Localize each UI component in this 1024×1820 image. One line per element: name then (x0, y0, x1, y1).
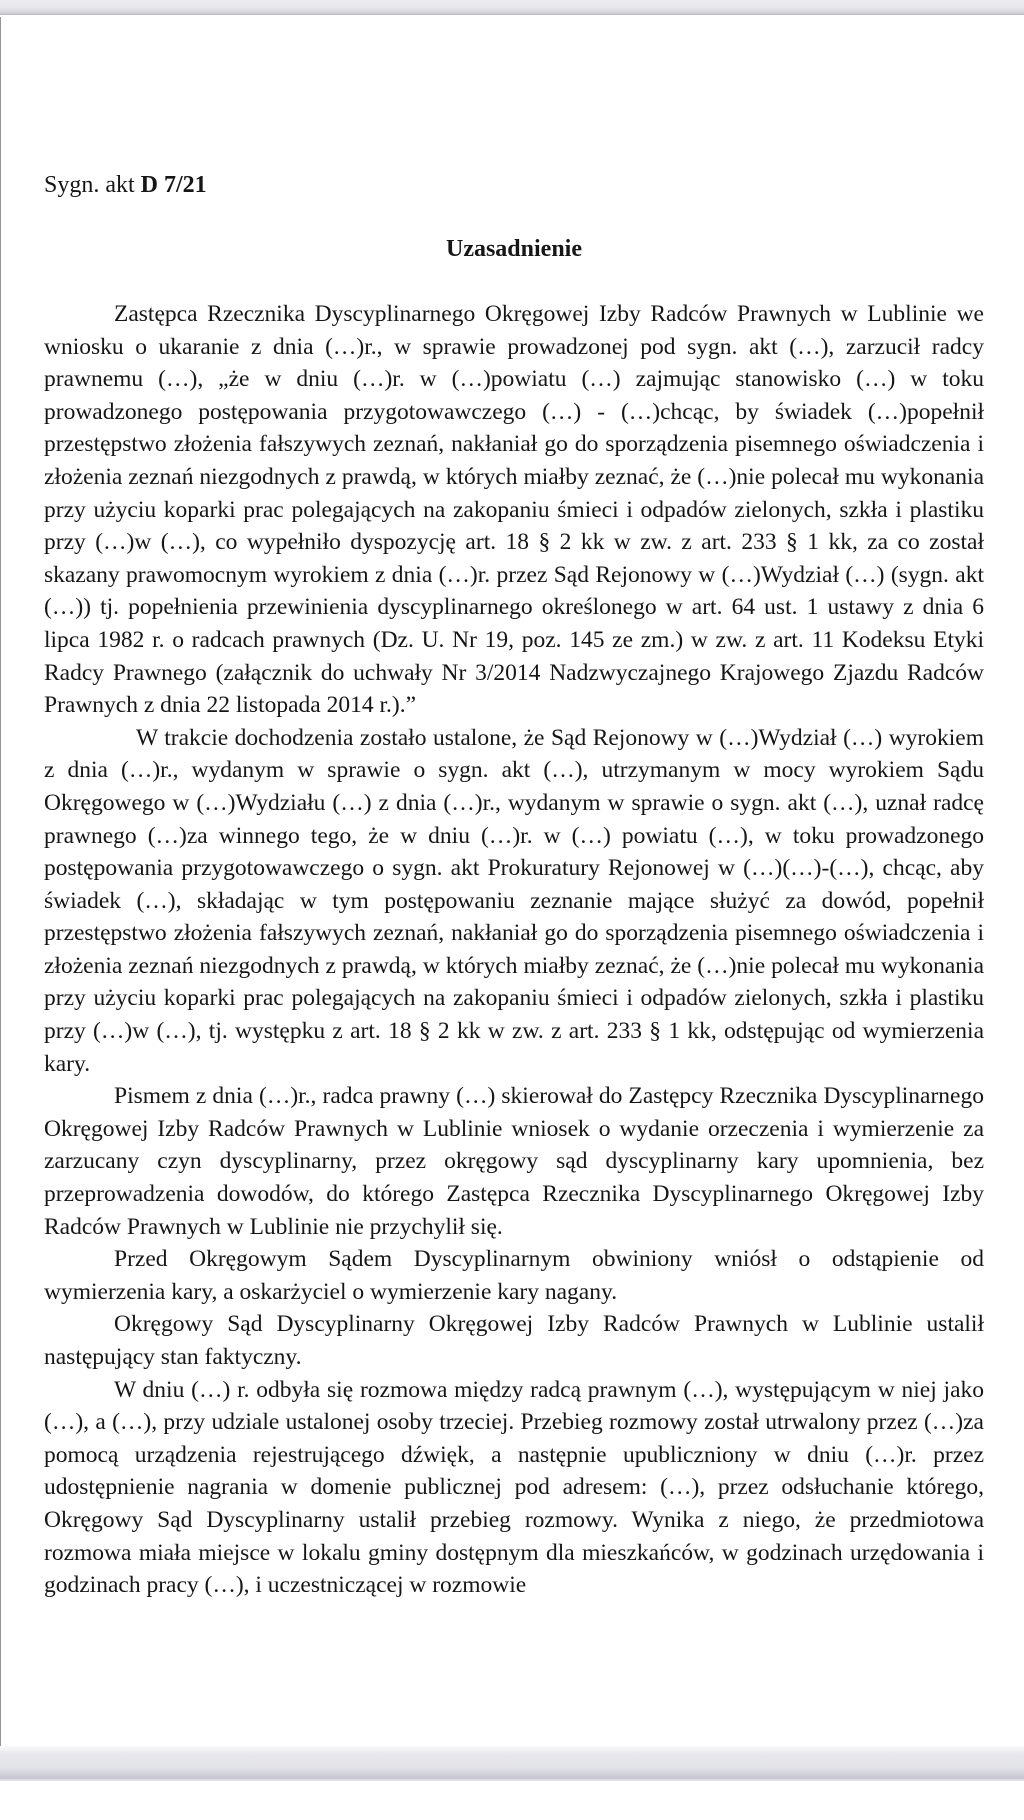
case-number-line (44, 170, 984, 200)
paragraph-5: Okręgowy Sąd Dyscyplinarny Okręgowej Izby Radców Prawnych w Lublinie ustalił następujący stan faktyczny. (44, 1311, 984, 1370)
page-left-edge-line (0, 17, 1, 1746)
paragraph-4: Przed Okręgowym Sądem Dyscyplinarnym obwiniony wniósł o odstąpienie od wymierzenia kary, a oskarżyciel o wymierzenie kary nagany. (44, 1246, 984, 1305)
page-break-band (0, 1746, 1024, 1781)
paragraph-1: Zastępca Rzecznika Dyscyplinarnego Okręgowej Izby Radców Prawnych w Lublinie we wniosku o ukaranie z dnia (…)r., w sprawie prowadzonej pod sygn. akt (…), zarzucił radcy prawnemu (…), „że w dniu (…)r. w (…)powiatu (…) zajmując stanowisko (…) w toku prowadzonego postępowania przygotowawczego (…) - (…)chcąc, by świadek (…)popełnił przestępstwo złożenia fałszywych zeznań, nakłaniał go do sporządzenia pisemnego oświadczenia i złożenia zeznań niezgodnych z prawdą, w których miałby zeznać, że (…)nie polecał mu wykonania przy użyciu koparki prac polegających na zakopaniu śmieci i odpadów zielonych, szkła i plastiku przy (…)w (…), co wypełniło dyspozycję art. 18 § 2 kk w zw. z art. 233 § 1 kk, za co został skazany prawomocnym wyrokiem z dnia (…)r. przez Sąd Rejonowy w (…)Wydział (…) (sygn. akt (…)) tj. popełnienia przewinienia dyscyplinarnego określonego w art. 64 ust. 1 ustawy z dnia 6 lipca 1982 r. o radcach prawnych (Dz. U. Nr 19, poz. 145 ze zm.) w zw. z art. 11 Kodeksu Etyki Radcy Prawnego (załącznik do uchwały Nr 3/2014 Nadzwyczajnego Krajowego Zjazdu Radców Prawnych z dnia 22 listopada 2014 r.).” (44, 301, 984, 719)
paragraph-6: W dniu (…) r. odbyła się rozmowa między radcą prawnym (…), występującym w niej jako (…), a (…), przy udziale ustalonej osoby trzeciej. Przebieg rozmowy został utrwalony przez (…)za pomocą urządzenia rejestrującego dźwięk, a następnie upubliczniony w dniu (…)r. przez udostępnienie nagrania w domenie publicznej pod adresem: (…), przez odsłuchanie którego, Okręgowy Sąd Dyscyplinarny ustalił przebieg rozmowy. Wynika z niego, że przedmiotowa rozmowa miała miejsce w lokalu gminy dostępnym dla mieszkańców, w godzinach urzędowania i godzinach pracy (…), i uczestniczącej w rozmowie (44, 1376, 984, 1599)
document-page (0, 15, 1024, 1746)
next-page-stub (0, 1781, 1024, 1820)
case-number: D 7/21 (140, 172, 207, 198)
page-gap-top (0, 0, 1024, 15)
document-body (44, 298, 984, 1602)
document-heading: Uzasadnienie (445, 236, 582, 262)
paragraph-2: W trakcie dochodzenia zostało ustalone, że Sąd Rejonowy w (…)Wydział (…) wyrokiem z dnia (…)r., wydanym w sprawie o sygn. akt (…), utrzymanym w mocy wyrokiem Sądu Okręgowego w (…)Wydziału (…) z dnia (…)r., wydanym w sprawie o sygn. akt (…), uznał radcę prawnego (…)za winnego tego, że w dniu (…)r. w (…) powiatu (…), w toku prowadzonego postępowania przygotowawczego o sygn. akt Prokuratury Rejonowej w (…)(…)-(…), chcąc, aby świadek (…), składając w tym postępowaniu zeznanie mające służyć za dowód, popełnił przestępstwo złożenia fałszywych zeznań, nakłaniał go do sporządzenia pisemnego oświadczenia i złożenia zeznań niezgodnych z prawdą, w których miałby zeznać, że (…)nie polecał mu wykonania przy użyciu koparki prac polegających na zakopaniu śmieci i odpadów zielonych, szkła i plastiku przy (…)w (…), tj. występku z art. 18 § 2 kk w zw. z art. 233 § 1 kk, odstępując od wymierzenia kary. (44, 724, 984, 1077)
case-number-label: Sygn. akt (44, 172, 135, 198)
paragraph-3: Pismem z dnia (…)r., radca prawny (…) skierował do Zastępcy Rzecznika Dyscyplinarnego Okręgowej Izby Radców Prawnych w Lublinie wniosek o wydanie orzeczenia i wymierzenie za zarzucany czyn dyscyplinarny, przez okręgowy sąd dyscyplinarny kary upomnienia, bez przeprowadzenia dowodów, do którego Zastępca Rzecznika Dyscyplinarnego Okręgowej Izby Radców Prawnych w Lublinie nie przychylił się. (44, 1083, 984, 1240)
